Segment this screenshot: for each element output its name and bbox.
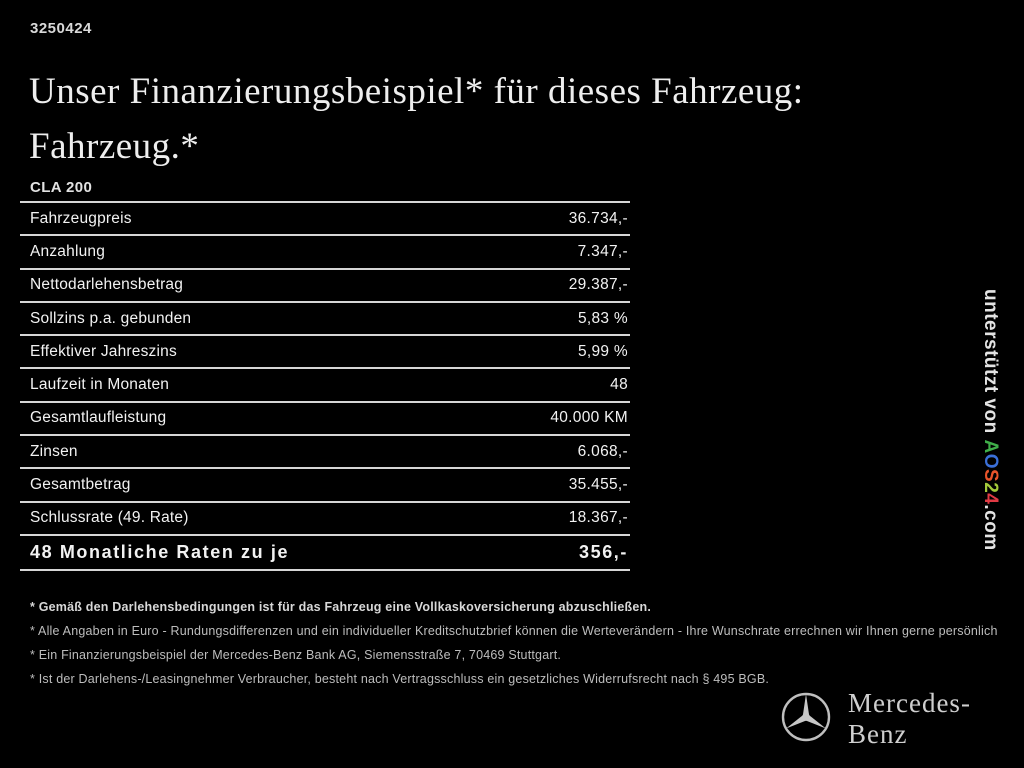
row-value: 48	[610, 376, 628, 394]
page-title-line1: Unser Finanzierungsbeispiel* für dieses Fahrzeug:	[29, 71, 804, 112]
table-row-monthly-rate	[20, 536, 630, 571]
aos24-letter: O	[980, 453, 1001, 470]
row-label: Zinsen	[30, 442, 78, 460]
supported-by-credit	[979, 289, 1001, 551]
aos24-letter: 4	[980, 493, 1001, 505]
aos24-letter: 2	[980, 482, 1001, 494]
table-row	[20, 369, 630, 402]
table-row	[20, 469, 630, 502]
row-value: 356,-	[578, 541, 628, 562]
footnotes	[30, 595, 1005, 691]
table-row	[20, 336, 630, 369]
page-title-line2: Fahrzeug.*	[29, 126, 200, 167]
footnote: * Alle Angaben in Euro - Rundungsdifferenzen und ein individueller Kreditschutzbrief können die Werteverändern - Ihre Wunschrate errechnen wir Ihnen gerne persönlich	[30, 624, 998, 638]
row-label: Anzahlung	[30, 242, 106, 260]
table-row	[20, 270, 630, 303]
page-title	[29, 64, 804, 174]
row-value: 40.000 KM	[550, 409, 628, 427]
footnote: * Gemäß den Darlehensbedingungen ist für das Fahrzeug eine Vollkaskoversicherung abzuschließen.	[30, 600, 652, 614]
table-row	[20, 436, 630, 469]
table-row	[20, 503, 630, 536]
supported-by-text: unterstützt von	[980, 289, 1001, 440]
vehicle-model: CLA 200	[30, 179, 93, 196]
row-value: 5,83 %	[577, 309, 628, 327]
aos24-letter: S	[980, 469, 1001, 483]
row-label: Sollzins p.a. gebunden	[30, 309, 192, 327]
row-value: 29.387,-	[568, 276, 628, 294]
aos24-domain-suffix: .com	[980, 504, 1001, 551]
table-row	[20, 203, 630, 236]
footnote: * Ist der Darlehens-/Leasingnehmer Verbraucher, besteht nach Vertragsschluss ein gesetzliches Widerrufsrecht nach § 495 BGB.	[30, 672, 770, 686]
row-value: 35.455,-	[568, 476, 628, 494]
row-label: Laufzeit in Monaten	[30, 376, 170, 394]
row-label: Fahrzeugpreis	[30, 209, 132, 227]
doc-number: 3250424	[30, 20, 92, 37]
aos24-letter: A	[980, 439, 1001, 454]
row-label: Gesamtbetrag	[30, 476, 131, 494]
footnote: * Ein Finanzierungsbeispiel der Mercedes-Benz Bank AG, Siemensstraße 7, 70469 Stuttgart.	[30, 648, 562, 662]
table-row	[20, 403, 630, 436]
row-value: 18.367,-	[568, 509, 628, 527]
row-value: 6.068,-	[577, 442, 628, 460]
financing-table	[20, 201, 630, 571]
row-value: 36.734,-	[568, 209, 628, 227]
row-label: Nettodarlehensbetrag	[30, 276, 184, 294]
row-label: Effektiver Jahreszins	[30, 342, 177, 360]
row-value: 5,99 %	[577, 342, 628, 360]
mercedes-star-icon	[780, 691, 832, 748]
row-label: Gesamtlaufleistung	[30, 409, 167, 427]
row-value: 7.347,-	[577, 242, 628, 260]
row-label: 48 Monatliche Raten zu je	[30, 541, 290, 562]
table-row	[20, 303, 630, 336]
row-label: Schlussrate (49. Rate)	[30, 509, 189, 527]
footer-brand	[780, 688, 1024, 750]
table-row	[20, 236, 630, 269]
brand-wordmark: Mercedes-Benz	[848, 688, 971, 749]
